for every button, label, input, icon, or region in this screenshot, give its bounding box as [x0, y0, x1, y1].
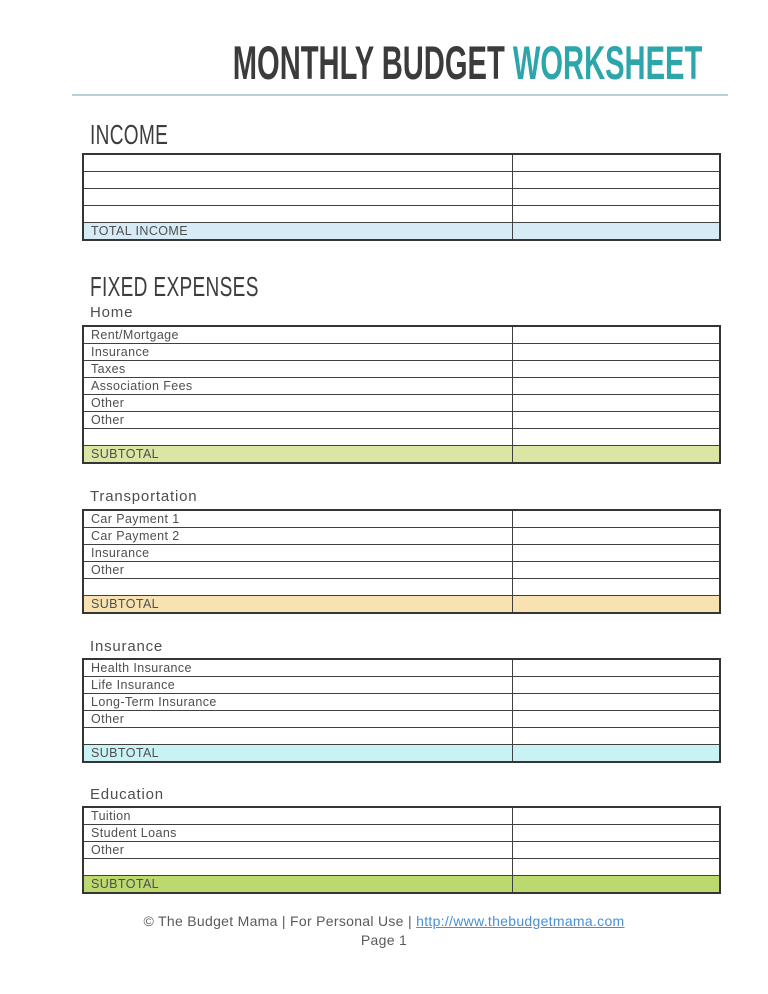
row-label-cell: [83, 172, 513, 189]
table-row: [83, 659, 720, 677]
table-row: [83, 395, 720, 412]
row-label-cell: [83, 728, 513, 745]
table-row: [83, 728, 720, 745]
table-row: [83, 344, 720, 361]
table-row: [83, 326, 720, 344]
table-row: [83, 429, 720, 446]
amount-cell: [513, 510, 721, 528]
table-row: [83, 154, 720, 172]
table-row: [83, 545, 720, 562]
amount-cell: [513, 659, 721, 677]
amount-cell: [513, 189, 721, 206]
row-label-cell: SUBTOTAL: [83, 446, 513, 464]
table-row: [83, 206, 720, 223]
amount-cell: [513, 745, 721, 763]
footer-link[interactable]: http://www.thebudgetmama.com: [416, 913, 625, 929]
table-row: [83, 361, 720, 378]
transportation-table: [82, 509, 721, 614]
page-title: [232, 38, 702, 88]
row-label-cell: Life Insurance: [83, 677, 513, 694]
fixed-expenses-heading: FIXED EXPENSES: [90, 271, 259, 302]
group-label-insurance: Insurance: [90, 638, 164, 655]
row-label-cell: Car Payment 1: [83, 510, 513, 528]
row-label-cell: Insurance: [83, 344, 513, 361]
row-label-cell: [83, 206, 513, 223]
row-label-cell: [83, 859, 513, 876]
title-divider: [72, 94, 728, 96]
row-label-cell: Other: [83, 562, 513, 579]
row-label-cell: Other: [83, 412, 513, 429]
amount-cell: [513, 344, 721, 361]
row-label-cell: Long-Term Insurance: [83, 694, 513, 711]
amount-cell: [513, 326, 721, 344]
table-row: [83, 412, 720, 429]
row-label-cell: Taxes: [83, 361, 513, 378]
row-label-cell: [83, 579, 513, 596]
amount-cell: [513, 807, 721, 825]
amount-cell: [513, 154, 721, 172]
group-label-education: Education: [90, 786, 164, 803]
amount-cell: [513, 711, 721, 728]
amount-cell: [513, 429, 721, 446]
row-label-cell: Rent/Mortgage: [83, 326, 513, 344]
table-row: [83, 876, 720, 894]
amount-cell: [513, 528, 721, 545]
row-label-cell: TOTAL INCOME: [83, 223, 513, 241]
home-table: [82, 325, 721, 464]
amount-cell: [513, 694, 721, 711]
amount-cell: [513, 842, 721, 859]
table-row: [83, 677, 720, 694]
row-label-cell: Other: [83, 711, 513, 728]
page-title-accent: WORKSHEET: [512, 36, 702, 89]
table-row: [83, 172, 720, 189]
income-table: [82, 153, 721, 241]
table-row: [83, 446, 720, 464]
table-row: [83, 745, 720, 763]
row-label-cell: Car Payment 2: [83, 528, 513, 545]
footer: [0, 913, 768, 929]
row-label-cell: Insurance: [83, 545, 513, 562]
income-heading: INCOME: [90, 119, 169, 150]
row-label-cell: [83, 154, 513, 172]
table-row: [83, 223, 720, 241]
table-row: [83, 510, 720, 528]
amount-cell: [513, 596, 721, 614]
row-label-cell: Tuition: [83, 807, 513, 825]
page-number: Page 1: [360, 932, 408, 948]
table-row: [83, 859, 720, 876]
amount-cell: [513, 172, 721, 189]
amount-cell: [513, 361, 721, 378]
amount-cell: [513, 223, 721, 241]
table-row: [83, 579, 720, 596]
insurance-table: [82, 658, 721, 763]
education-table: [82, 806, 721, 894]
row-label-cell: Other: [83, 842, 513, 859]
table-row: [83, 378, 720, 395]
amount-cell: [513, 825, 721, 842]
table-row: [83, 596, 720, 614]
amount-cell: [513, 206, 721, 223]
amount-cell: [513, 677, 721, 694]
row-label-cell: Association Fees: [83, 378, 513, 395]
row-label-cell: SUBTOTAL: [83, 596, 513, 614]
amount-cell: [513, 859, 721, 876]
row-label-cell: Student Loans: [83, 825, 513, 842]
amount-cell: [513, 579, 721, 596]
table-row: [83, 711, 720, 728]
table-row: [83, 528, 720, 545]
row-label-cell: SUBTOTAL: [83, 745, 513, 763]
amount-cell: [513, 412, 721, 429]
amount-cell: [513, 446, 721, 464]
row-label-cell: SUBTOTAL: [83, 876, 513, 894]
table-row: [83, 807, 720, 825]
page-title-primary: MONTHLY BUDGET: [232, 36, 513, 89]
amount-cell: [513, 562, 721, 579]
table-row: [83, 189, 720, 206]
table-row: [83, 562, 720, 579]
amount-cell: [513, 876, 721, 894]
row-label-cell: Other: [83, 395, 513, 412]
amount-cell: [513, 728, 721, 745]
group-label-transportation: Transportation: [90, 488, 198, 505]
amount-cell: [513, 378, 721, 395]
table-row: [83, 694, 720, 711]
footer-copyright: © The Budget Mama | For Personal Use |: [143, 913, 412, 929]
row-label-cell: Health Insurance: [83, 659, 513, 677]
row-label-cell: [83, 429, 513, 446]
row-label-cell: [83, 189, 513, 206]
table-row: [83, 825, 720, 842]
amount-cell: [513, 395, 721, 412]
table-row: [83, 842, 720, 859]
amount-cell: [513, 545, 721, 562]
group-label-home: Home: [90, 304, 134, 321]
